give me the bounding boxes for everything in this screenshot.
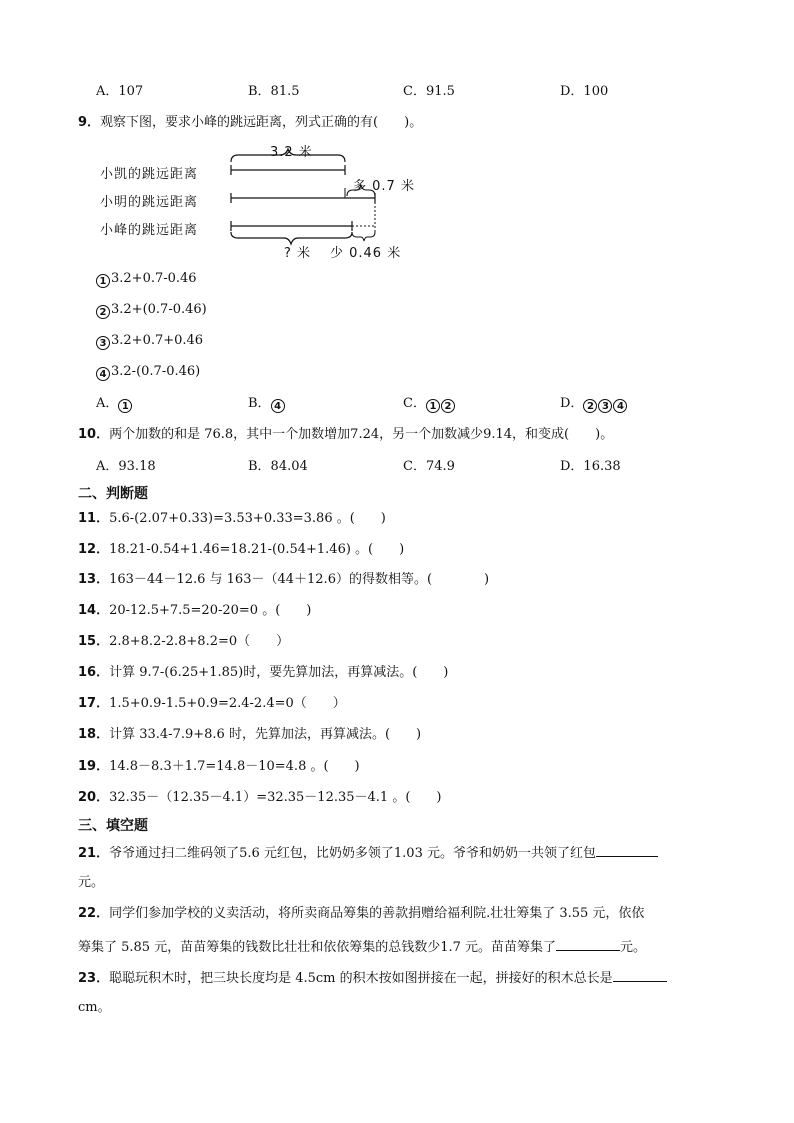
q9-option-d: D． 2 3 4: [560, 396, 628, 413]
q8-option-d: D．100: [560, 84, 609, 99]
q9-item-3: 3 3.2+0.7+0.46: [96, 333, 203, 350]
q9-text: 观察下图，要求小峰的跳远距离，列式正确的有( )。: [100, 115, 423, 130]
diagram-label-xiaofeng: 小峰的跳远距离: [100, 223, 199, 238]
answer-blank[interactable]: [596, 843, 658, 857]
q10-option-d: D．16.38: [560, 459, 621, 474]
q9-option-a: A． 1: [96, 396, 133, 413]
q9-item-1: 1 3.2+0.7-0.46: [96, 271, 197, 288]
judge-item: 19．14.8－8.3＋1.7=14.8－10=4.8 。( ): [78, 759, 360, 774]
diagram-label-xiaoming: 小明的跳远距离: [100, 195, 199, 210]
judge-item: 11．5.6-(2.07+0.33)=3.53+0.33=3.86 。( ): [78, 511, 386, 526]
judge-item: 20．32.35－（12.35－4.1）=32.35－12.35－4.1 。( ): [78, 790, 442, 805]
q9-item-4: 4 3.2-(0.7-0.46): [96, 364, 200, 381]
diagram-label-unknown: ? 米: [284, 246, 312, 261]
section-heading-judge: 二、判断题: [78, 486, 148, 502]
judge-item: 16．计算 9.7-(6.25+1.85)时，要先算加法，再算减法。( ): [78, 665, 449, 680]
judge-item: 17．1.5+0.9-1.5+0.9=2.4-2.4=0（ ）: [78, 696, 346, 711]
q23-line2: cm。: [78, 1000, 111, 1015]
q9-number: 9．: [78, 115, 101, 130]
q9-option-b: B． 4: [248, 396, 286, 413]
judge-item: 15．2.8+8.2-2.8+8.2=0（ ）: [78, 634, 290, 649]
diagram-label-less: 少 0.46 米: [330, 246, 402, 261]
answer-blank[interactable]: [556, 937, 620, 951]
q9-stem: [78, 115, 422, 131]
q8-option-b: B．81.5: [248, 84, 300, 99]
judge-item: 14．20-12.5+7.5=20-20=0 。( ): [78, 603, 312, 618]
q8-option-a: A．107: [96, 84, 144, 99]
judge-item: 12．18.21-0.54+1.46=18.21-(0.54+1.46) 。( ): [78, 542, 405, 557]
q21-line2: 元。: [78, 875, 105, 890]
q21-line1: 21．爷爷通过扫二维码领了5.6 元红包，比奶奶多领了1.03 元。爷爷和奶奶一共领了红包: [78, 843, 658, 862]
q10-text: 两个加数的和是 76.8，其中一个加数增加7.24，另一个加数减少9.14，和变成( )。: [109, 427, 614, 442]
section-heading-fill: 三、填空题: [78, 818, 148, 834]
q10-stem: [78, 427, 613, 443]
q9-option-c: C． 1 2: [403, 396, 456, 413]
q10-option-b: B．84.04: [248, 459, 308, 474]
diagram-label-more: 多 0.7 米: [353, 179, 415, 194]
diagram-label-top-value: 3.2 米: [270, 145, 313, 160]
q10-option-a: A．93.18: [96, 459, 156, 474]
q23-line1: 23．聪聪玩积木时，把三块长度均是 4.5cm 的积木按如图拼接在一起，拼接好的积木总长是: [78, 968, 667, 987]
diagram-label-xiaokai: 小凯的跳远距离: [100, 167, 199, 182]
judge-item: 13．163－44－12.6 与 163－（44＋12.6）的得数相等。( ): [78, 572, 490, 587]
q10-number: 10．: [78, 427, 110, 442]
answer-blank[interactable]: [613, 968, 667, 982]
q22-line2: 筹集了 5.85 元，苗苗筹集的钱数比壮壮和依依筹集的总钱数少1.7 元。苗苗筹集了 元。: [78, 937, 646, 956]
q9-item-2: 2 3.2+(0.7-0.46): [96, 302, 207, 319]
q22-line1: 22．同学们参加学校的义卖活动，将所卖商品筹集的善款捐赠给福利院.壮壮筹集了 3.55 元，依依: [78, 906, 645, 921]
q10-option-c: C．74.9: [403, 459, 455, 474]
q8-option-c: C．91.5: [403, 84, 455, 99]
judge-item: 18．计算 33.4-7.9+8.6 时，先算加法，再算减法。( ): [78, 727, 422, 742]
